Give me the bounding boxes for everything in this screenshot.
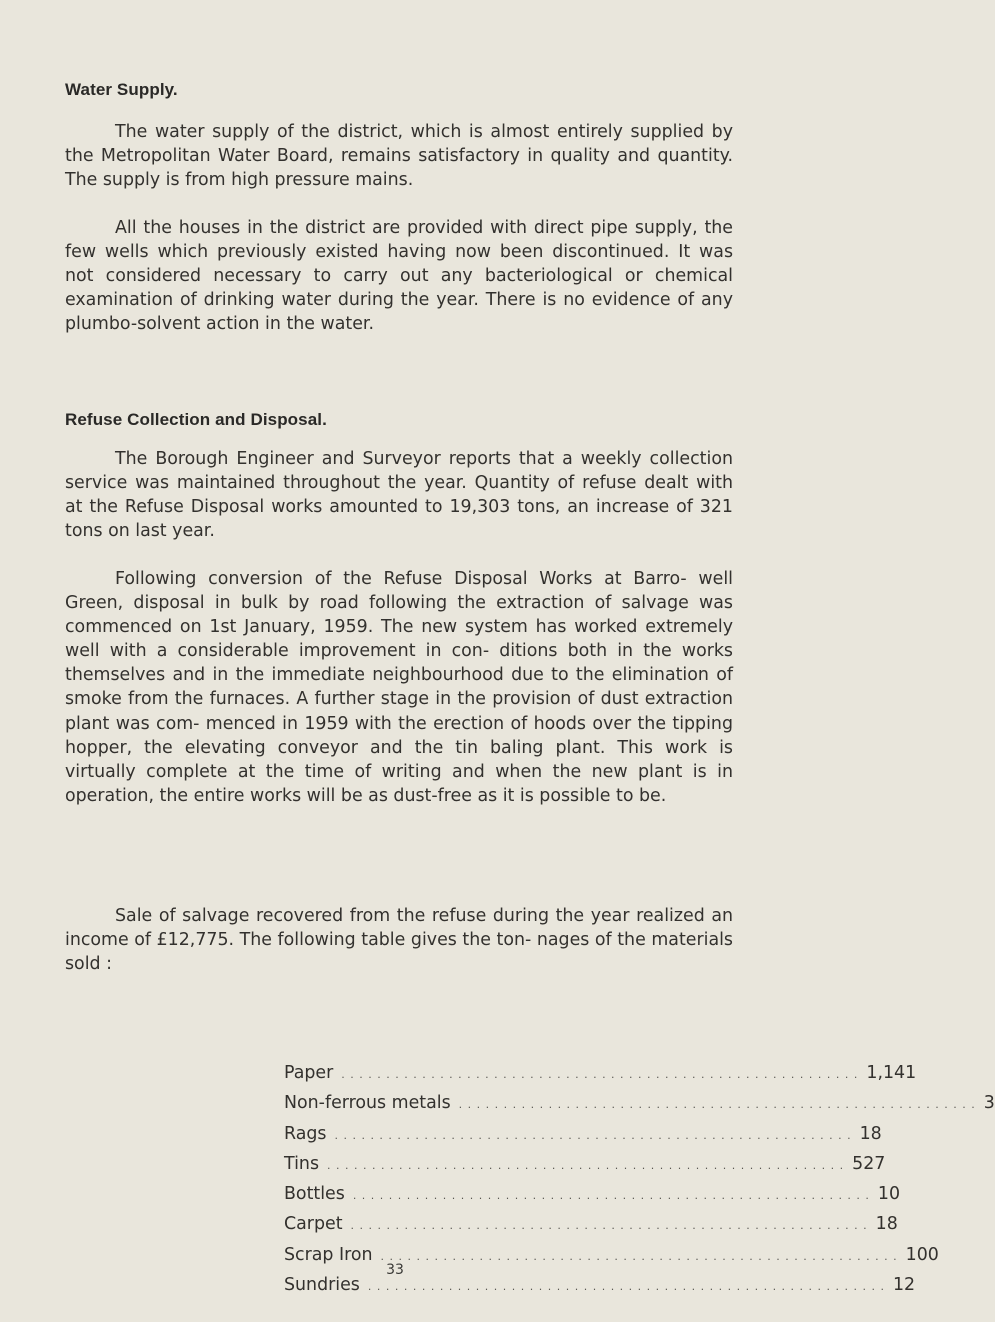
table-row — [284, 1063, 917, 1093]
tonnage-value: 18 — [859, 1123, 882, 1144]
leader-dots: . . . . . . . . . . . . . . . . . . . . . . . . . . . . . . . . . . . . . . . . . . . . . . . . . . . . . . . . . . — [327, 1158, 845, 1172]
refuse-paragraph-3: Sale of salvage recovered from the refuse during the year realized an income of £12,775. The following table gives the ton- nages of the materials sold : — [65, 906, 733, 975]
tonnage-value: 1,141 — [866, 1063, 917, 1083]
leader-dots: . . . . . . . . . . . . . . . . . . . . . . . . . . . . . . . . . . . . . . . . . . . . . . . . . . . . . . . . . . — [380, 1249, 898, 1263]
material-name: Rags — [284, 1123, 327, 1144]
water-supply-paragraph-1: The water supply of the district, which is almost entirely supplied by the Metropolitan Water Board, remains satisfactory in quality and quantity. The supply is from high pressure mains. — [65, 122, 733, 191]
material-name: Bottles — [284, 1184, 345, 1205]
material-name: Scrap Iron — [284, 1244, 373, 1265]
table-row — [284, 1275, 916, 1305]
table-row — [284, 1184, 901, 1214]
table-row — [284, 1214, 898, 1244]
leader-dots: . . . . . . . . . . . . . . . . . . . . . . . . . . . . . . . . . . . . . . . . . . . . . . . . . . . . . . . . . . — [458, 1098, 976, 1112]
water-supply-paragraph-2: All the houses in the district are provided with direct pipe supply, the few wells which previously existed having now been discontinued. It was not considered necessary to carry out any bacteriological or chemical examination of drinking water during the year. There is no evidence of any plumbo-solvent action in the water. — [65, 218, 733, 335]
material-name: Carpet — [284, 1214, 343, 1235]
refuse-heading: Refuse Collection and Disposal. — [65, 410, 327, 429]
tonnage-value: 3 — [983, 1093, 995, 1114]
tonnage-value: 100 — [905, 1244, 939, 1265]
table-row — [284, 1123, 882, 1154]
leader-dots: . . . . . . . . . . . . . . . . . . . . . . . . . . . . . . . . . . . . . . . . . . . . . . . . . . . . . . . . . . — [350, 1219, 868, 1233]
table-row — [284, 1093, 995, 1123]
material-name: Non-ferrous metals — [284, 1093, 451, 1114]
page-number: 33 — [386, 1262, 404, 1278]
tonnage-value: 527 — [852, 1153, 886, 1174]
leader-dots: . . . . . . . . . . . . . . . . . . . . . . . . . . . . . . . . . . . . . . . . . . . . . . . . . . . . . . . . . . — [367, 1280, 885, 1294]
refuse-paragraph-2: Following conversion of the Refuse Disposal Works at Barro- well Green, disposal in bulk by road following the extraction of salvage was commenced on 1st January, 1959. The new system has worked extremely well with a considerable improvement in con- ditions both in the works themselves and in the immediate neighbourhood due to the elimination of smoke from the furnaces. A further stage in the provision of dust extraction plant was com- menced in 1959 with the erection of hoods over the tipping hopper, the elevating conveyor and the tin baling plant. This work is virtually complete at the time of writing and when the new plant is in operation, the entire works will be as dust-free as it is possible to be. — [65, 569, 733, 806]
material-name: Sundries — [284, 1275, 360, 1296]
tonnage-value: 18 — [875, 1214, 898, 1235]
material-name: Tins — [284, 1153, 320, 1174]
material-name: Paper — [284, 1063, 334, 1083]
tonnage-value: 10 — [877, 1184, 901, 1205]
leader-dots: . . . . . . . . . . . . . . . . . . . . . . . . . . . . . . . . . . . . . . . . . . . . . . . . . . . . . . . . . . — [334, 1128, 852, 1142]
water-supply-heading: Water Supply. — [65, 80, 178, 99]
leader-dots: . . . . . . . . . . . . . . . . . . . . . . . . . . . . . . . . . . . . . . . . . . . . . . . . . . . . . . . . . . — [341, 1068, 859, 1081]
tonnage-value: 12 — [892, 1275, 916, 1296]
leader-dots: . . . . . . . . . . . . . . . . . . . . . . . . . . . . . . . . . . . . . . . . . . . . . . . . . . . . . . . . . . — [352, 1189, 870, 1203]
refuse-paragraph-1: The Borough Engineer and Surveyor reports that a weekly collection service was maintained throughout the year. Quantity of refuse dealt with at the Refuse Disposal works amounted to 19,303 tons, an increase of 321 tons on last year. — [65, 449, 733, 542]
table-row — [284, 1153, 886, 1184]
